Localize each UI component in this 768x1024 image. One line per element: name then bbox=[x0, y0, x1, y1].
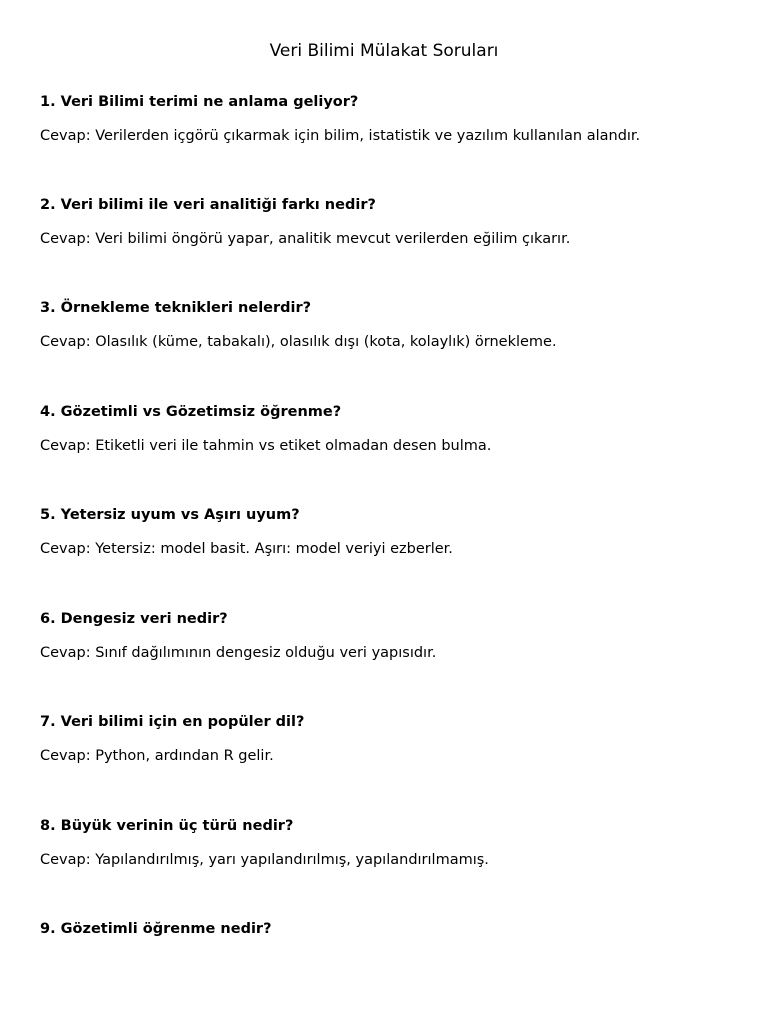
qa-item-7 bbox=[40, 712, 740, 766]
question-8: 8. Büyük verinin üç türü nedir? bbox=[40, 818, 294, 834]
question-2: 2. Veri bilimi ile veri analitiği farkı nedir? bbox=[40, 197, 376, 213]
question-3: 3. Örnekleme teknikleri nelerdir? bbox=[40, 300, 312, 316]
qa-item-2 bbox=[40, 195, 740, 249]
question-9: 9. Gözetimli öğrenme nedir? bbox=[40, 921, 272, 937]
qa-item-1 bbox=[40, 92, 740, 146]
qa-item-4 bbox=[40, 402, 740, 456]
answer-5: Cevap: Yetersiz: model basit. Aşırı: model veriyi ezberler. bbox=[40, 541, 453, 557]
answer-6: Cevap: Sınıf dağılımının dengesiz olduğu veri yapısıdır. bbox=[40, 645, 437, 661]
question-5: 5. Yetersiz uyum vs Aşırı uyum? bbox=[40, 507, 300, 523]
question-6: 6. Dengesiz veri nedir? bbox=[40, 611, 228, 627]
answer-8: Cevap: Yapılandırılmış, yarı yapılandırılmış, yapılandırılmamış. bbox=[40, 852, 489, 868]
question-1: 1. Veri Bilimi terimi ne anlama geliyor? bbox=[40, 94, 359, 110]
document-title: Veri Bilimi Mülakat Soruları bbox=[269, 41, 499, 61]
answer-7: Cevap: Python, ardından R gelir. bbox=[40, 748, 274, 764]
qa-item-3 bbox=[40, 298, 740, 352]
question-4: 4. Gözetimli vs Gözetimsiz öğrenme? bbox=[40, 404, 342, 420]
answer-1: Cevap: Verilerden içgörü çıkarmak için bilim, istatistik ve yazılım kullanılan alandır. bbox=[40, 128, 641, 144]
question-7: 7. Veri bilimi için en popüler dil? bbox=[40, 714, 305, 730]
answer-3: Cevap: Olasılık (küme, tabakalı), olasılık dışı (kota, kolaylık) örnekleme. bbox=[40, 334, 557, 350]
answer-4: Cevap: Etiketli veri ile tahmin vs etiket olmadan desen bulma. bbox=[40, 438, 492, 454]
qa-item-9 bbox=[40, 919, 740, 939]
qa-item-5 bbox=[40, 505, 740, 559]
qa-item-8 bbox=[40, 816, 740, 870]
answer-2: Cevap: Veri bilimi öngörü yapar, analitik mevcut verilerden eğilim çıkarır. bbox=[40, 231, 571, 247]
qa-item-6 bbox=[40, 609, 740, 663]
